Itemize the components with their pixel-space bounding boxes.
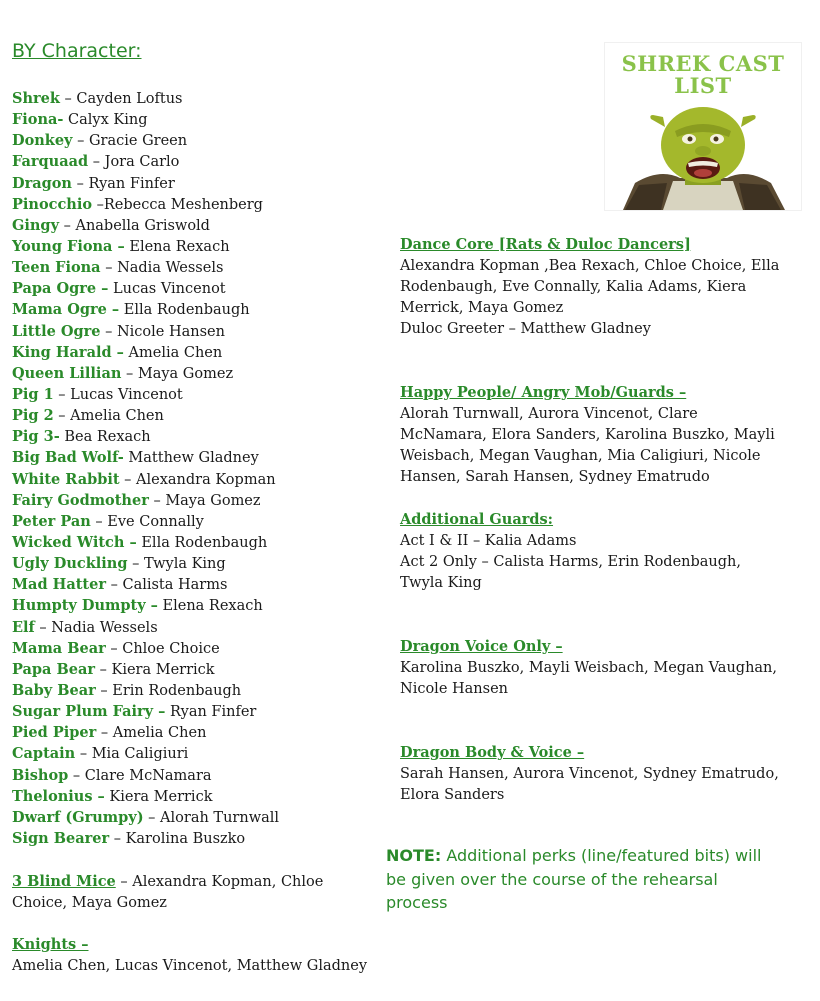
note-line3: process	[386, 893, 448, 912]
shrek-cast-list-image	[604, 42, 802, 211]
cast-role: Pied Piper	[12, 724, 97, 742]
cast-separator: –	[95, 682, 113, 699]
cast-row	[12, 511, 382, 532]
cast-actor: Clare McNamara	[84, 767, 212, 784]
cast-row	[12, 405, 382, 426]
cast-actor: Ryan Finfer	[88, 175, 175, 192]
cast-separator: –	[109, 830, 126, 847]
cast-actor: Calista Harms	[122, 577, 228, 594]
cast-row	[12, 447, 382, 468]
cast-role: Bishop	[12, 766, 69, 784]
cast-row	[12, 574, 382, 595]
cast-actor: Erin Rodenbaugh	[112, 682, 242, 699]
cast-role: Thelonius –	[12, 787, 105, 805]
cast-actor: Matthew Gladney	[128, 450, 259, 467]
cast-actor: Chloe Choice	[122, 640, 220, 657]
cast-actor: Mia Caligiuri	[91, 746, 189, 763]
cast-actor: Nadia Wessels	[51, 619, 158, 636]
cast-role: Donkey	[12, 132, 73, 150]
page-heading: BY Character:	[12, 40, 142, 62]
cast-role: Captain	[12, 745, 76, 763]
blind-mice-section	[12, 871, 382, 914]
cast-actor: Elena Rexach	[162, 598, 263, 615]
cast-actor: Ella Rodenbaugh	[141, 534, 268, 551]
cast-role: Young Fiona –	[12, 237, 125, 255]
cast-row	[12, 151, 382, 172]
happy-people-title: Happy People/ Angry Mob/Guards –	[400, 384, 687, 401]
cast-role: Gingy	[12, 216, 59, 234]
cast-separator: –	[105, 640, 123, 657]
cast-separator: –	[68, 767, 85, 784]
cast-role: Farquaad	[12, 153, 89, 171]
additional-guards-line: Act 2 Only – Calista Harms, Erin Rodenbaugh,	[400, 554, 741, 571]
cast-actor: Amelia Chen	[112, 725, 207, 742]
cast-separator: –	[92, 196, 104, 213]
dragon-voice-line: Karolina Buszko, Mayli Weisbach, Megan Vaughan,	[400, 660, 778, 677]
cast-row	[12, 765, 382, 786]
dance-core-line: Merrick, Maya Gomez	[400, 300, 564, 317]
image-title-line1: SHREK CAST	[621, 51, 785, 76]
cast-actor: Karolina Buszko	[125, 830, 246, 847]
dance-core-line: Alexandra Kopman ,Bea Rexach, Chloe Choice, Ella	[400, 258, 780, 275]
dragon-body-line: Elora Sanders	[400, 787, 505, 804]
cast-role: Ugly Duckling	[12, 555, 128, 573]
happy-people-line: Alorah Turnwall, Aurora Vincenot, Clare	[400, 406, 698, 423]
cast-actor: Twyla King	[143, 556, 226, 573]
additional-guards-line: Act I & II – Kalia Adams	[400, 533, 577, 550]
cast-role: Teen Fiona	[12, 259, 101, 277]
cast-separator: –	[59, 91, 77, 107]
dragon-voice-section	[400, 636, 810, 700]
cast-separator: –	[72, 133, 89, 150]
cast-row	[12, 553, 382, 574]
cast-role: Wicked Witch –	[12, 533, 137, 551]
cast-row	[12, 490, 382, 511]
cast-role: Dwarf (Grumpy)	[12, 808, 144, 826]
cast-row	[12, 321, 382, 342]
note-line2: be given over the course of the rehearsal	[386, 869, 718, 889]
cast-role: Peter Pan	[12, 512, 91, 530]
dance-core-line: Duloc Greeter – Matthew Gladney	[400, 321, 651, 338]
cast-role: Pig 2	[12, 407, 54, 425]
cast-role: Pig 3-	[12, 428, 60, 446]
cast-separator: –	[34, 619, 52, 636]
cast-actor: Lucas Vincenot	[113, 281, 226, 298]
cast-role: Sign Bearer	[12, 829, 110, 847]
cast-row	[12, 426, 382, 447]
happy-people-line: Weisbach, Megan Vaughan, Mia Caligiuri, Nicole	[400, 448, 761, 465]
dance-core-section	[400, 234, 810, 340]
cast-role: Mama Bear	[12, 639, 106, 657]
cast-separator: –	[53, 386, 71, 403]
cast-row	[12, 215, 382, 236]
cast-separator: –	[95, 661, 112, 678]
cast-actor: Alexandra Kopman	[136, 471, 276, 488]
cast-row	[12, 236, 382, 257]
additional-guards-line: Twyla King	[400, 575, 482, 592]
blind-mice-line1: – Alexandra Kopman, Chloe	[115, 874, 324, 890]
dragon-voice-title: Dragon Voice Only –	[400, 638, 563, 655]
cast-actor: Maya Gomez	[165, 492, 261, 509]
cast-row	[12, 701, 382, 722]
cast-actor: Bea Rexach	[64, 429, 151, 446]
cast-separator: –	[71, 175, 89, 192]
cast-row	[12, 109, 382, 130]
cast-role: Papa Ogre –	[12, 280, 109, 298]
cast-row	[12, 659, 382, 680]
cast-separator: –	[106, 577, 123, 594]
cast-row	[12, 88, 382, 109]
additional-guards-section	[400, 509, 810, 594]
cast-separator: –	[53, 408, 71, 425]
blind-mice-line2: Choice, Maya Gomez	[12, 895, 167, 912]
cast-actor: Amelia Chen	[70, 408, 164, 425]
cast-role: Papa Bear	[12, 660, 96, 678]
dance-core-title: Dance Core [Rats & Duloc Dancers]	[400, 236, 691, 253]
cast-actor: Rebecca Meshenberg	[103, 196, 263, 213]
cast-row	[12, 595, 382, 616]
cast-row	[12, 786, 382, 807]
cast-separator: –	[127, 556, 144, 573]
dragon-body-title: Dragon Body & Voice –	[400, 744, 585, 761]
cast-role: Shrek	[12, 90, 60, 107]
cast-actor: Kiera Merrick	[111, 661, 215, 678]
cast-actor: Gracie Green	[88, 133, 188, 150]
knights-line1: Amelia Chen, Lucas Vincenot, Matthew Gladney	[12, 958, 368, 975]
cast-role: Fairy Godmother	[12, 491, 149, 509]
cast-actor: Nicole Hansen	[116, 323, 225, 340]
cast-row	[12, 342, 382, 363]
cast-actor: Anabella Griswold	[75, 217, 210, 234]
cast-row	[12, 257, 382, 278]
cast-separator: –	[148, 492, 166, 509]
happy-people-line: McNamara, Elora Sanders, Karolina Buszko, Mayli	[400, 427, 775, 444]
cast-role: Elf	[12, 618, 35, 636]
cast-separator: –	[90, 513, 108, 530]
cast-role: Dragon	[12, 174, 72, 192]
blind-mice-title: 3 Blind Mice	[12, 873, 116, 890]
cast-separator: –	[100, 323, 117, 340]
cast-actor: Maya Gomez	[137, 365, 234, 382]
cast-row	[12, 722, 382, 743]
cast-row	[12, 807, 382, 828]
cast-separator: –	[96, 725, 113, 742]
cast-row	[12, 638, 382, 659]
cast-actor: Kiera Merrick	[109, 788, 213, 805]
cast-actor: Alorah Turnwall	[160, 809, 280, 826]
cast-row	[12, 469, 382, 490]
happy-people-section	[400, 382, 810, 488]
cast-row	[12, 278, 382, 299]
cast-separator: –	[88, 154, 105, 171]
cast-role: Mama Ogre –	[12, 301, 120, 319]
note-line1: Additional perks (line/featured bits) will	[441, 846, 762, 865]
cast-actor: Ryan Finfer	[169, 704, 257, 721]
cast-role: King Harald –	[12, 343, 124, 361]
cast-role: Big Bad Wolf-	[12, 449, 124, 467]
dance-core-line: Rodenbaugh, Eve Connally, Kalia Adams, Kiera	[400, 279, 747, 296]
cast-role: Queen Lillian	[12, 364, 122, 382]
cast-separator: –	[143, 809, 161, 826]
cast-role: Pig 1	[12, 385, 54, 403]
knights-section	[12, 934, 392, 977]
cast-separator: –	[75, 746, 92, 763]
cast-row	[12, 743, 382, 764]
cast-row	[12, 532, 382, 553]
dragon-voice-line: Nicole Hansen	[400, 681, 508, 698]
cast-row	[12, 194, 382, 215]
cast-role: Sugar Plum Fairy –	[12, 703, 166, 721]
cast-actor: Nadia Wessels	[117, 260, 224, 277]
cast-role: Fiona-	[12, 111, 64, 129]
dragon-body-section	[400, 742, 810, 806]
cast-actor: Amelia Chen	[128, 344, 223, 361]
cast-separator: –	[100, 260, 118, 277]
cast-row	[12, 828, 382, 849]
cast-row	[12, 680, 382, 701]
cast-actor: Lucas Vincenot	[70, 386, 183, 403]
cast-row	[12, 130, 382, 151]
note-label: NOTE:	[386, 846, 442, 865]
cast-row	[12, 299, 382, 320]
cast-role: Humpty Dumpty –	[12, 597, 158, 615]
cast-role: Little Ogre	[12, 322, 101, 340]
cast-actor: Eve Connally	[107, 513, 204, 530]
cast-role: White Rabbit	[12, 470, 120, 488]
dragon-body-line: Sarah Hansen, Aurora Vincenot, Sydney Ematrudo,	[400, 766, 779, 783]
cast-actor: Ella Rodenbaugh	[123, 302, 250, 319]
cast-row	[12, 363, 382, 384]
cast-role: Baby Bear	[12, 681, 96, 699]
cast-actor: Cayden Loftus	[76, 91, 183, 107]
happy-people-line: Hansen, Sarah Hansen, Sydney Ematrudo	[400, 469, 710, 486]
cast-actor: Jora Carlo	[104, 154, 180, 171]
cast-role: Mad Hatter	[12, 576, 106, 594]
cast-role: Pinocchio	[12, 195, 93, 213]
cast-actor: Elena Rexach	[129, 238, 230, 255]
cast-actor: Calyx King	[68, 112, 148, 129]
cast-separator: –	[121, 365, 138, 382]
additional-guards-title: Additional Guards:	[400, 511, 554, 528]
cast-list	[12, 88, 382, 849]
knights-title: Knights –	[12, 936, 89, 953]
note	[386, 844, 816, 915]
cast-row	[12, 617, 382, 638]
image-title-line2: LIST	[674, 73, 732, 98]
cast-row	[12, 384, 382, 405]
image-title	[605, 53, 801, 97]
cast-separator: –	[59, 217, 76, 234]
cast-separator: –	[119, 471, 137, 488]
cast-row	[12, 173, 382, 194]
